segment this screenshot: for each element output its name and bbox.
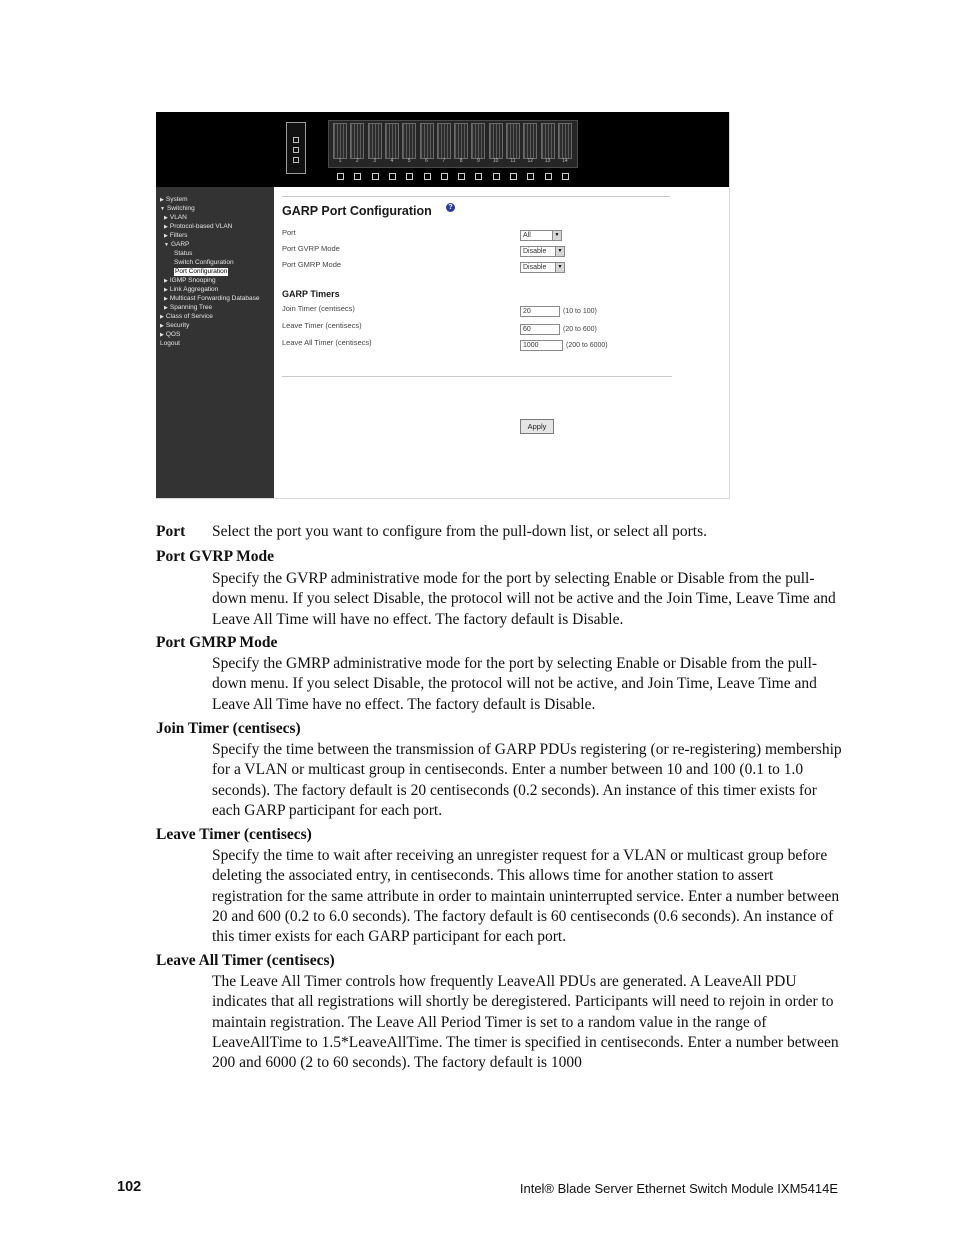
port-slot (541, 123, 555, 159)
port-slot (420, 123, 434, 159)
nav-item[interactable] (174, 268, 228, 276)
caret-right-icon: ▶ (164, 233, 168, 239)
status-led-icon (293, 137, 299, 143)
gvrp-select[interactable] (520, 246, 565, 257)
port-slot (454, 123, 468, 159)
nav-item-label: Class of Service (165, 313, 213, 320)
desc-leave: Specify the time to wait after receiving an unregister request for a VLAN or multicast group before deleting the associated entry, in centiseconds. This allows time for another station to assert registration for the same attribute in order to maintain uninterrupted service. Enter a number between 20 and 600 (0.2 to 6.0 seconds). The factory default is 60 centiseconds (0.6 seconds). An instance of this timer exists for each GARP participant for each port. (212, 847, 840, 946)
nav-item[interactable] (164, 214, 187, 222)
leaveall-timer-input[interactable]: 1000 (520, 340, 563, 351)
caret-right-icon: ▶ (160, 314, 164, 320)
port-slot (333, 123, 347, 159)
gmrp-select-value: Disable (523, 264, 547, 271)
timers-heading: GARP Timers (282, 289, 340, 299)
port-number: 4 (390, 158, 394, 164)
port-number: 6 (425, 158, 428, 164)
nav-item[interactable] (174, 250, 192, 258)
apply-button[interactable]: Apply (520, 419, 554, 434)
join-timer-label: Join Timer (centisecs) (282, 304, 355, 313)
nav-item[interactable] (164, 295, 259, 303)
nav-item[interactable] (164, 277, 216, 285)
term-port: Port (156, 523, 186, 540)
desc-gmrp: Specify the GMRP administrative mode for the port by selecting Enable or Disable from the pull-down menu. If you select Disable, the protocol will not be active, and Join Time, Leave Time and Leave All Time have no effect. The factory default is Disable. (212, 655, 818, 713)
nav-item[interactable] (164, 241, 189, 249)
nav-item[interactable] (164, 232, 188, 240)
port-slot (558, 123, 572, 159)
nav-item[interactable] (174, 259, 234, 267)
port-number: 1 (338, 158, 342, 164)
chevron-down-icon: ▼ (555, 247, 564, 256)
port-slot (506, 123, 520, 159)
nav-item-label: Port Configuration (175, 268, 228, 275)
content-pane (274, 187, 730, 499)
gmrp-label: Port GMRP Mode (282, 260, 342, 269)
divider (282, 196, 670, 197)
caret-right-icon: ▶ (164, 224, 168, 230)
port-select[interactable] (520, 230, 562, 241)
port-select-value: All (523, 232, 531, 239)
caret-right-icon: ▶ (160, 332, 164, 338)
nav-item[interactable] (160, 322, 189, 330)
chevron-down-icon: ▼ (555, 263, 564, 272)
page-number: 102 (117, 1179, 142, 1195)
port-slot (471, 123, 485, 159)
port-number: 7 (442, 158, 446, 164)
nav-item-label: Spanning Tree (169, 304, 213, 311)
port-slot (402, 123, 416, 159)
desc-port: Select the port you want to configure from the pull-down list, or select all ports. (212, 523, 708, 540)
nav-item-label: Security (165, 322, 190, 329)
nav-item[interactable] (160, 340, 180, 348)
join-timer-input[interactable]: 20 (520, 306, 560, 317)
caret-right-icon: ▶ (164, 296, 168, 302)
side-nav (156, 187, 274, 499)
nav-item-label: Filters (169, 232, 188, 239)
term-gvrp: Port GVRP Mode (156, 548, 274, 565)
port-led-icon (545, 173, 552, 180)
port-number: 10 (492, 158, 499, 164)
desc-gvrp: Specify the GVRP administrative mode for the port by selecting Enable or Disable from the pull-down menu. If you select Disable, the protocol will not be active and the Join Time, Leave Time and Leave All Time will have no effect. The factory default is Disable. (212, 570, 836, 628)
garp-screenshot (156, 112, 730, 499)
nav-item[interactable] (160, 205, 195, 213)
nav-item-label: Multicast Forwarding Database (169, 295, 260, 302)
nav-item-label: QOS (165, 331, 181, 338)
nav-item-label: Logout (160, 340, 180, 347)
port-label: Port (282, 228, 296, 237)
caret-right-icon: ▶ (164, 215, 168, 221)
nav-item-label: System (165, 196, 188, 203)
unit-logo (286, 122, 306, 174)
nav-item[interactable] (160, 313, 213, 321)
footer-title: Intel® Blade Server Ethernet Switch Module IXM5414E (519, 1181, 838, 1196)
port-led-icon (441, 173, 448, 180)
divider (282, 376, 672, 377)
port-slot (350, 123, 364, 159)
nav-item-label: IGMP Snooping (169, 277, 216, 284)
port-number: 14 (562, 158, 568, 164)
nav-item-label: Status (174, 250, 193, 257)
port-number: 2 (355, 158, 359, 164)
port-led-icon (475, 173, 482, 180)
leave-timer-range: (20 to 600) (563, 326, 597, 333)
caret-right-icon: ▶ (164, 278, 168, 284)
port-number: 12 (527, 158, 534, 164)
nav-item[interactable] (164, 286, 218, 294)
port-number: 5 (407, 158, 411, 164)
term-join: Join Timer (centisecs) (156, 720, 301, 737)
port-led-icon (510, 173, 517, 180)
port-number: 9 (477, 158, 480, 164)
gvrp-label: Port GVRP Mode (282, 244, 340, 253)
nav-item[interactable] (160, 331, 180, 339)
port-slot (489, 123, 503, 159)
nav-item[interactable] (160, 196, 188, 204)
status-led-icon (293, 147, 299, 153)
nav-item-label: Switch Configuration (174, 259, 234, 266)
nav-item[interactable] (164, 304, 212, 312)
port-slot (368, 123, 382, 159)
help-icon[interactable]: ? (446, 203, 455, 212)
join-timer-range: (10 to 100) (563, 308, 597, 315)
leave-timer-input[interactable]: 60 (520, 324, 560, 335)
caret-right-icon: ▶ (164, 305, 168, 311)
port-led-icon (372, 173, 379, 180)
port-led-icon (389, 173, 396, 180)
nav-item-label: Link Aggregation (169, 286, 219, 293)
desc-leaveall: The Leave All Timer controls how frequently LeaveAll PDUs are generated. A LeaveAll PDU indicates that all registrations will shortly be deregistered. Participants will need to rejoin in order to maintain registration. The Leave All Period Timer is set to a random value in the range of LeaveAllTime to 1.5*LeaveAllTime. The timer is specified in centiseconds. Enter a number between 200 and 6000 (2 to 60 seconds). The factory default is 1000 (212, 973, 839, 1072)
port-slot (523, 123, 537, 159)
nav-item-label: Switching (166, 205, 195, 212)
term-leaveall: Leave All Timer (centisecs) (156, 952, 335, 969)
switch-header-bar (156, 112, 730, 187)
nav-item-label: Protocol-based VLAN (169, 223, 233, 230)
port-number: 3 (373, 158, 376, 164)
port-led-icon (354, 173, 361, 180)
caret-down-icon: ▼ (164, 242, 169, 248)
caret-right-icon: ▶ (164, 287, 168, 293)
status-led-icon (293, 157, 299, 163)
port-slot (385, 123, 399, 159)
gmrp-select[interactable] (520, 262, 565, 273)
leave-timer-label: Leave Timer (centisecs) (282, 321, 362, 330)
port-led-icon (406, 173, 413, 180)
port-led-icon (424, 173, 431, 180)
nav-item-label: GARP (170, 241, 190, 248)
port-number: 13 (544, 158, 551, 164)
term-leave: Leave Timer (centisecs) (156, 826, 312, 843)
port-number: 8 (459, 158, 463, 164)
port-led-icon (527, 173, 534, 180)
caret-down-icon: ▼ (160, 206, 165, 212)
caret-right-icon: ▶ (160, 197, 164, 203)
port-slot (437, 123, 451, 159)
caret-right-icon: ▶ (160, 323, 164, 329)
nav-item[interactable] (164, 223, 232, 231)
leaveall-timer-label: Leave All Timer (centisecs) (282, 338, 372, 347)
term-gmrp: Port GMRP Mode (156, 634, 278, 651)
port-led-icon (493, 173, 500, 180)
page-title: GARP Port Configuration (282, 204, 432, 218)
port-number: 11 (510, 158, 516, 164)
port-led-icon (337, 173, 344, 180)
port-led-icon (562, 173, 569, 180)
gvrp-select-value: Disable (523, 248, 547, 255)
desc-join: Specify the time between the transmission of GARP PDUs registering (or re-registering) membership for a VLAN or multicast group in centiseconds. Enter a number between 10 and 100 (0.1 to 1.0 seconds). The factory default is 20 centiseconds (0.2 seconds). An instance of this timer exists for each GARP participant for each port. (212, 741, 842, 819)
nav-item-label: VLAN (169, 214, 187, 221)
chevron-down-icon: ▼ (552, 231, 561, 240)
port-led-icon (458, 173, 465, 180)
leaveall-timer-range: (200 to 6000) (566, 342, 608, 349)
